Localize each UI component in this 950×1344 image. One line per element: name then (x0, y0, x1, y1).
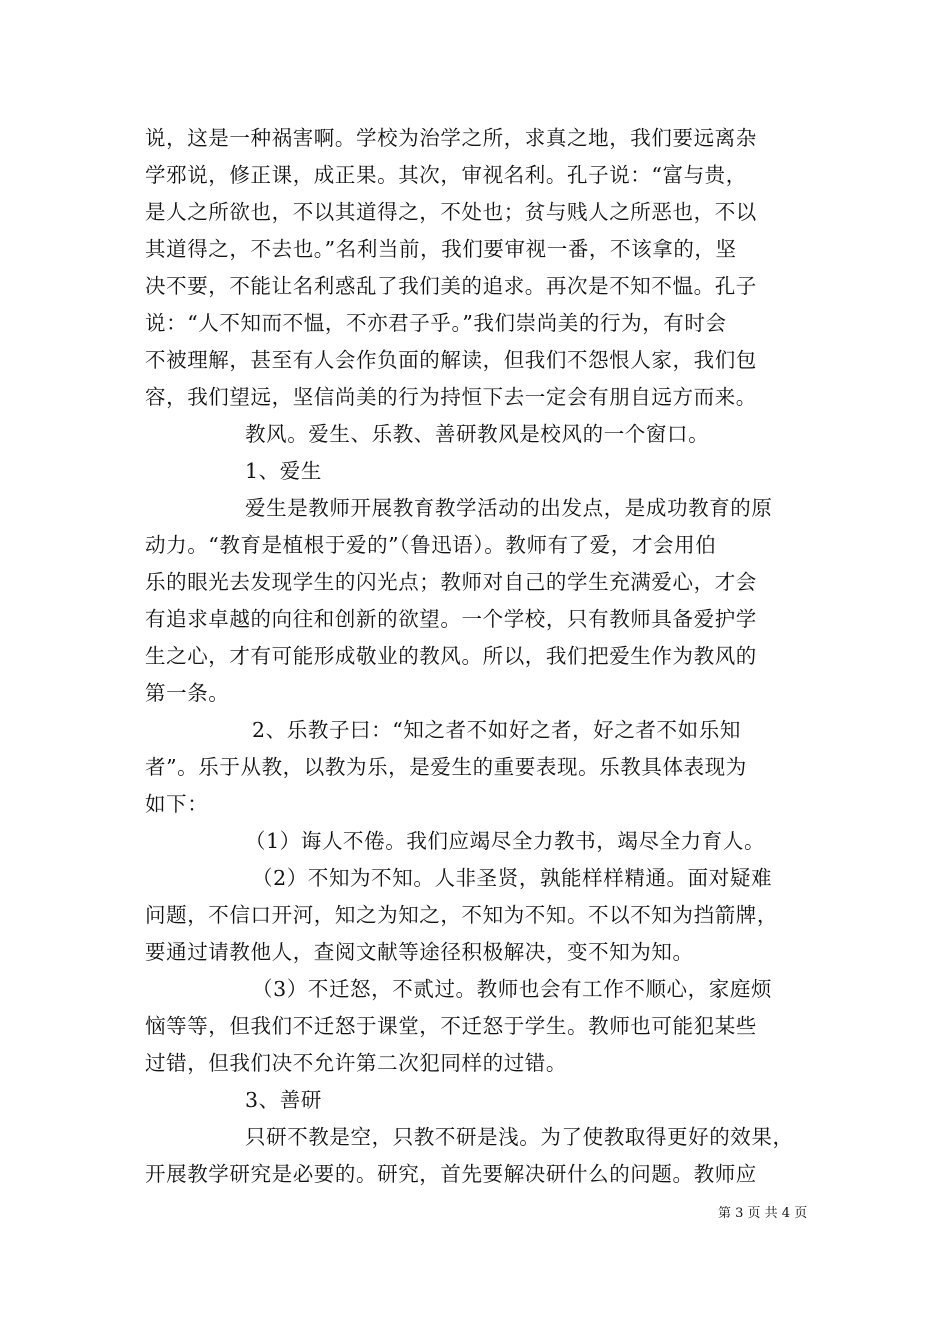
section-heading: 教风。爱生、乐教、善研教风是校风的一个窗口。 (245, 422, 710, 446)
text-line: 生之心，才有可能形成敬业的教风。所以，我们把爱生作为教风的 (145, 644, 757, 668)
text-line: 爱生是教师开展教育教学活动的出发点，是成功教育的原 (245, 496, 773, 520)
text-line: 说：“人不知而不愠，不亦君子乎。”我们崇尚美的行为，有时会 (145, 311, 727, 335)
text-line: 开展教学研究是必要的。研究，首先要解决研什么的问题。教师应 (145, 1162, 757, 1186)
text-line: 是人之所欲也，不以其道得之，不处也；贫与贱人之所恶也，不以 (145, 200, 757, 224)
text-line: 容，我们望远，坚信尚美的行为持恒下去一定会有朋自远方而来。 (145, 385, 757, 409)
text-line: 者”。乐于从教，以教为乐，是爱生的重要表现。乐教具体表现为 (145, 755, 747, 779)
subsection-heading: 3、善研 (245, 1088, 322, 1112)
list-item: （3）不迁怒，不贰过。教师也会有工作不顺心，家庭烦 (252, 977, 773, 1001)
text-line: 有追求卓越的向往和创新的欲望。一个学校，只有教师具备爱护学 (145, 607, 757, 631)
text-line: 说，这是一种祸害啊。学校为治学之所，求真之地，我们要远离杂 (145, 126, 757, 150)
list-item: （2）不知为不知。人非圣贤，孰能样样精通。面对疑难 (252, 866, 773, 890)
text-line: 其道得之，不去也。”名利当前，我们要审视一番，不该拿的，坚 (145, 237, 737, 261)
subsection-heading: 1、爱生 (245, 459, 322, 483)
text-line: 恼等等，但我们不迁怒于课堂，不迁怒于学生。教师也可能犯某些 (145, 1014, 757, 1038)
text-line: 第一条。 (145, 681, 230, 705)
subsection-heading: 2、乐教子曰：“知之者不如好之者，好之者不如乐知 (252, 718, 741, 742)
text-line: 如下： (145, 792, 209, 816)
text-line: 动力。“教育是植根于爱的”（鲁迅语）。教师有了爱，才会用伯 (145, 533, 717, 557)
text-line: 决不要，不能让名利惑乱了我们美的追求。再次是不知不愠。孔子 (145, 274, 757, 298)
text-line: 学邪说，修正课，成正果。其次，审视名利。孔子说：“富与贵， (145, 163, 747, 187)
text-line: 不被理解，甚至有人会作负面的解读，但我们不怨恨人家，我们包 (145, 348, 757, 372)
text-line: 只研不教是空，只教不研是浅。为了使教取得更好的效果， (245, 1125, 794, 1149)
text-line: 过错，但我们决不允许第二次犯同样的过错。 (145, 1051, 567, 1075)
text-line: 乐的眼光去发现学生的闪光点；教师对自己的学生充满爱心，才会 (145, 570, 757, 594)
text-line: 问题，不信口开河，知之为知之，不知为不知。不以不知为挡箭牌， (145, 903, 778, 927)
page-number-footer: 第 3 页 共 4 页 (718, 1206, 808, 1221)
list-item: （1）诲人不倦。我们应竭尽全力教书，竭尽全力育人。 (245, 829, 766, 853)
text-line: 要通过请教他人，查阅文献等途径积极解决，变不知为知。 (145, 940, 694, 964)
